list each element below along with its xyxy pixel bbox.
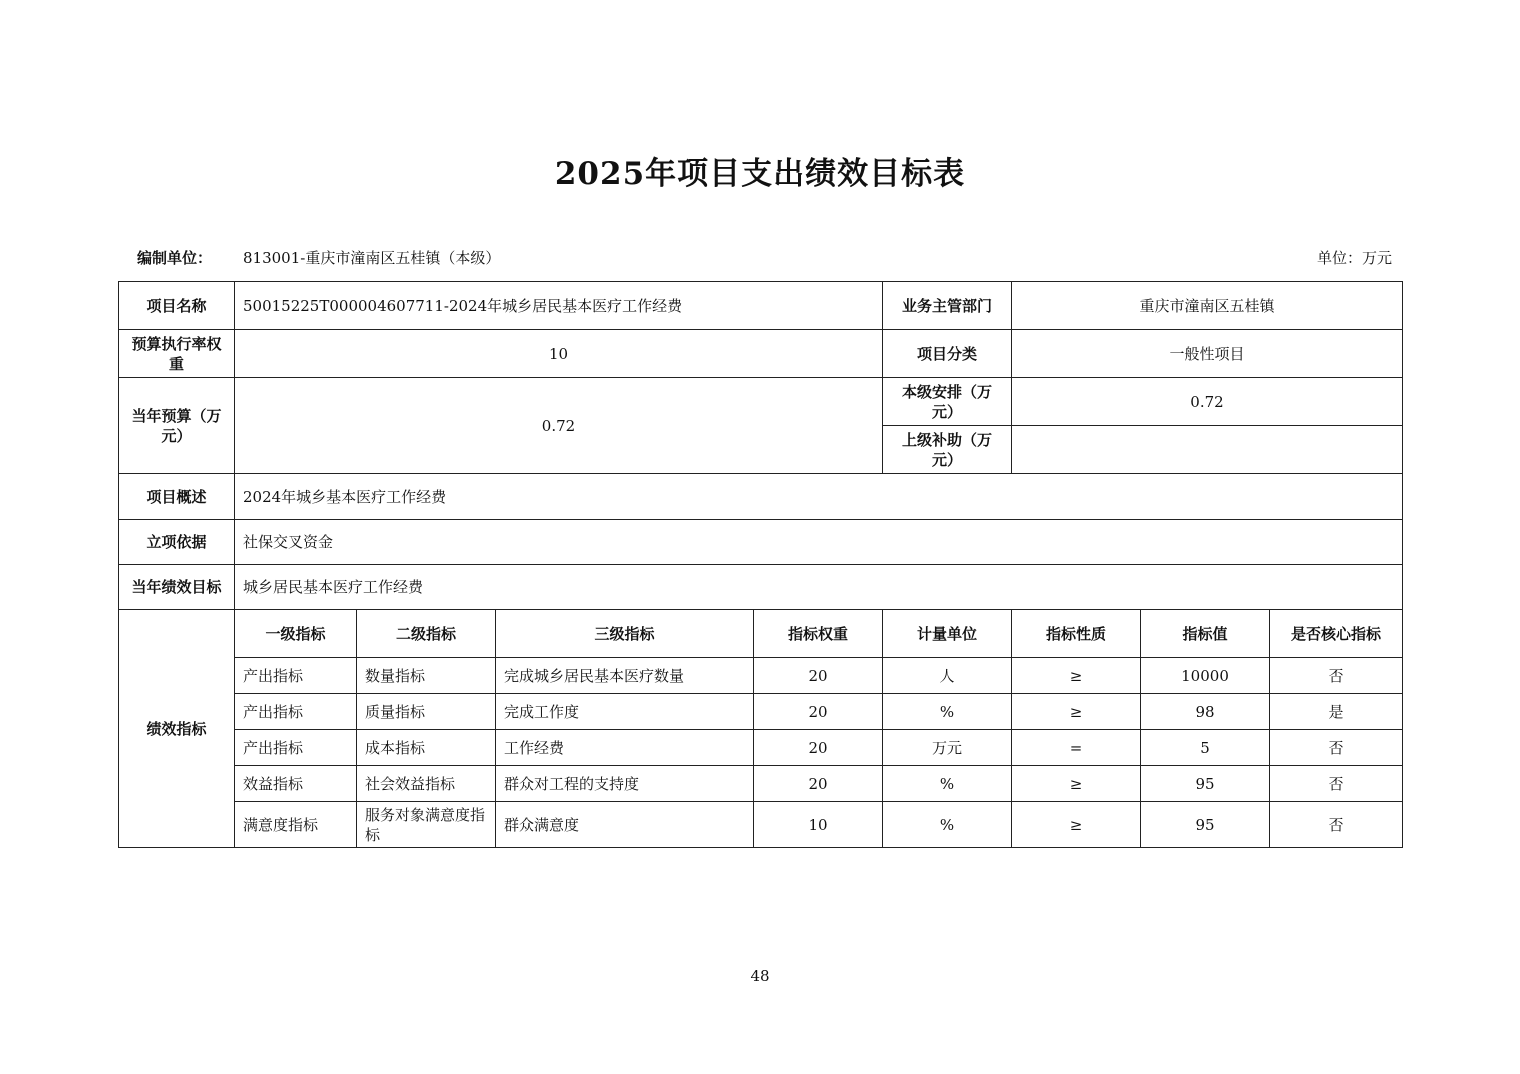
indicator-nature: ≥ bbox=[1012, 802, 1141, 848]
overview-label: 项目概述 bbox=[119, 474, 235, 520]
indicator-l2: 成本指标 bbox=[357, 730, 496, 766]
unit-value: 813001-重庆市潼南区五桂镇（本级） bbox=[243, 249, 501, 267]
indicator-weight: 20 bbox=[754, 658, 883, 694]
header-unit: 计量单位 bbox=[883, 610, 1012, 658]
indicator-unit: 人 bbox=[883, 658, 1012, 694]
indicator-l2: 数量指标 bbox=[357, 658, 496, 694]
indicator-value: 95 bbox=[1141, 766, 1270, 802]
table-row bbox=[119, 658, 1403, 694]
indicator-nature: ≥ bbox=[1012, 766, 1141, 802]
indicator-unit: % bbox=[883, 766, 1012, 802]
indicator-core: 否 bbox=[1270, 802, 1403, 848]
dept-value: 重庆市潼南区五桂镇 bbox=[1012, 282, 1403, 330]
upper-label: 上级补助（万元） bbox=[883, 426, 1012, 474]
indicator-l2: 服务对象满意度指标 bbox=[357, 802, 496, 848]
exec-weight-row bbox=[119, 330, 1403, 378]
overview-row bbox=[119, 474, 1403, 520]
indicator-weight: 10 bbox=[754, 802, 883, 848]
indicator-value: 98 bbox=[1141, 694, 1270, 730]
category-value: 一般性项目 bbox=[1012, 330, 1403, 378]
indicator-l3: 群众满意度 bbox=[496, 802, 754, 848]
indicator-weight: 20 bbox=[754, 766, 883, 802]
table-row bbox=[119, 694, 1403, 730]
goal-row bbox=[119, 565, 1403, 610]
indicator-l2: 质量指标 bbox=[357, 694, 496, 730]
page-title: 2025年项目支出绩效目标表 bbox=[554, 156, 966, 192]
indicator-l1: 满意度指标 bbox=[235, 802, 357, 848]
header-level2: 二级指标 bbox=[357, 610, 496, 658]
header-value: 指标值 bbox=[1141, 610, 1270, 658]
indicator-core: 否 bbox=[1270, 730, 1403, 766]
indicator-core: 否 bbox=[1270, 766, 1403, 802]
indicator-unit: % bbox=[883, 694, 1012, 730]
header-weight: 指标权重 bbox=[754, 610, 883, 658]
indicator-nature: ≥ bbox=[1012, 694, 1141, 730]
basis-value: 社保交叉资金 bbox=[235, 520, 1403, 565]
indicator-core: 是 bbox=[1270, 694, 1403, 730]
indicator-unit: 万元 bbox=[883, 730, 1012, 766]
budget-value: 0.72 bbox=[235, 378, 883, 474]
performance-table bbox=[118, 281, 1403, 848]
indicator-l1: 产出指标 bbox=[235, 694, 357, 730]
indicator-l1: 产出指标 bbox=[235, 658, 357, 694]
indicator-value: 95 bbox=[1141, 802, 1270, 848]
indicator-l2: 社会效益指标 bbox=[357, 766, 496, 802]
header-level1: 一级指标 bbox=[235, 610, 357, 658]
local-label: 本级安排（万元） bbox=[883, 378, 1012, 426]
indicator-core: 否 bbox=[1270, 658, 1403, 694]
basis-label: 立项依据 bbox=[119, 520, 235, 565]
project-name-row bbox=[119, 282, 1403, 330]
indicator-weight: 20 bbox=[754, 694, 883, 730]
goal-value: 城乡居民基本医疗工作经费 bbox=[235, 565, 1403, 610]
table-row bbox=[119, 802, 1403, 848]
goal-label: 当年绩效目标 bbox=[119, 565, 235, 610]
indicator-l3: 群众对工程的支持度 bbox=[496, 766, 754, 802]
perf-label: 绩效指标 bbox=[119, 610, 235, 848]
basis-row bbox=[119, 520, 1403, 565]
indicator-value: 5 bbox=[1141, 730, 1270, 766]
page-number: 48 bbox=[750, 967, 770, 985]
overview-value: 2024年城乡基本医疗工作经费 bbox=[235, 474, 1403, 520]
indicator-nature: = bbox=[1012, 730, 1141, 766]
exec-weight-value: 10 bbox=[235, 330, 883, 378]
upper-value bbox=[1012, 426, 1403, 474]
budget-label: 当年预算（万元） bbox=[119, 378, 235, 474]
budget-row bbox=[119, 378, 1403, 426]
table-row bbox=[119, 766, 1403, 802]
header-core: 是否核心指标 bbox=[1270, 610, 1403, 658]
indicator-l1: 效益指标 bbox=[235, 766, 357, 802]
dept-label: 业务主管部门 bbox=[883, 282, 1012, 330]
unit-label: 编制单位： bbox=[137, 249, 213, 267]
indicator-l1: 产出指标 bbox=[235, 730, 357, 766]
header-level3: 三级指标 bbox=[496, 610, 754, 658]
header-nature: 指标性质 bbox=[1012, 610, 1141, 658]
project-name-label: 项目名称 bbox=[119, 282, 235, 330]
indicator-nature: ≥ bbox=[1012, 658, 1141, 694]
local-value: 0.72 bbox=[1012, 378, 1403, 426]
indicator-weight: 20 bbox=[754, 730, 883, 766]
exec-weight-label: 预算执行率权重 bbox=[119, 330, 235, 378]
indicator-l3: 完成城乡居民基本医疗数量 bbox=[496, 658, 754, 694]
table-row bbox=[119, 730, 1403, 766]
currency-unit: 单位：万元 bbox=[1316, 249, 1392, 267]
indicator-l3: 工作经费 bbox=[496, 730, 754, 766]
indicator-l3: 完成工作度 bbox=[496, 694, 754, 730]
indicator-value: 10000 bbox=[1141, 658, 1270, 694]
indicator-header-row bbox=[119, 610, 1403, 658]
indicator-unit: % bbox=[883, 802, 1012, 848]
category-label: 项目分类 bbox=[883, 330, 1012, 378]
project-name-value: 50015225T000004607711-2024年城乡居民基本医疗工作经费 bbox=[235, 282, 883, 330]
